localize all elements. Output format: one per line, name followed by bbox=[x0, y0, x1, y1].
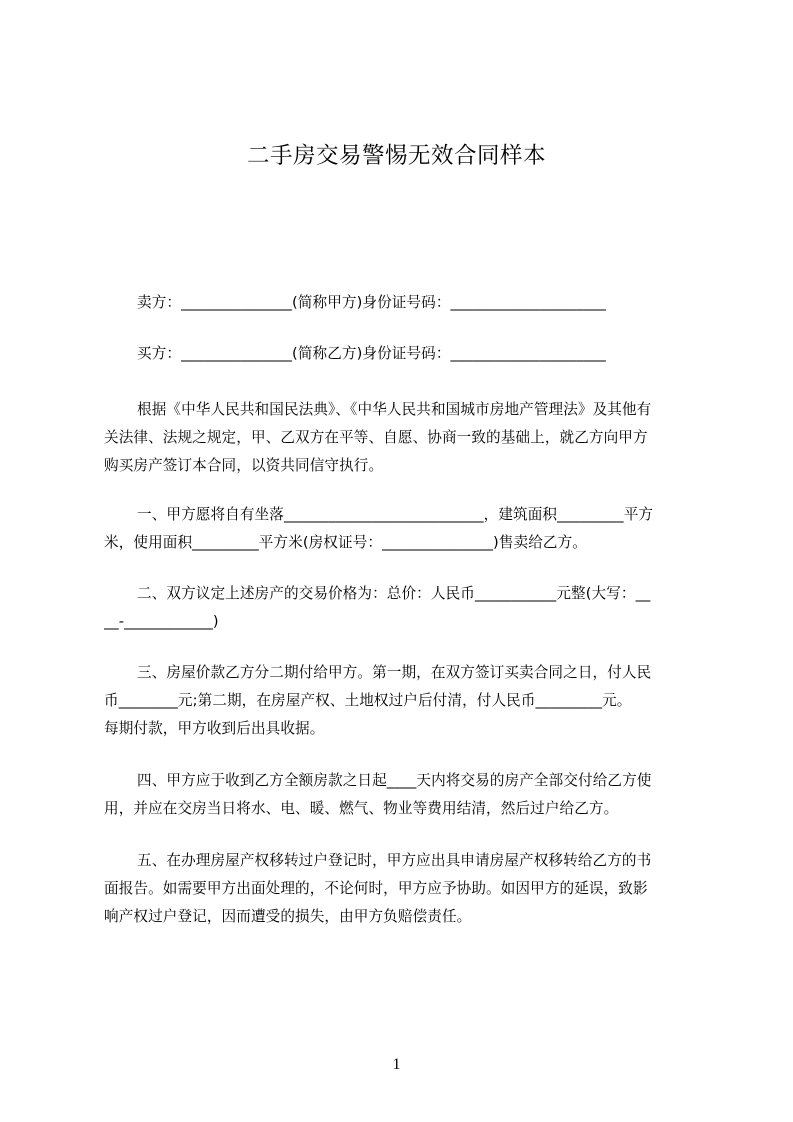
page-number: 1 bbox=[392, 1056, 401, 1073]
clause-1-paragraph: 一、甲方愿将自有坐落___________________________，建筑面积_________平方 米，使用面积_________平方米(房权证号：_______________)售卖给乙方。 bbox=[104, 506, 654, 551]
document-title: 二手房交易警惕无效合同样本 bbox=[246, 143, 546, 169]
seller-line: 卖方：_______________(简称甲方)身份证号码：_____________________ bbox=[137, 294, 606, 311]
clause-3-paragraph: 三、房屋价款乙方分二期付给甲方。第一期，在双方签订买卖合同之日，付人民 币________元;第二期，在房屋产权、土地权过户后付清，付人民币_________元。 每期付款，甲方收到后出具收据。 bbox=[104, 664, 652, 737]
clause-4-paragraph: 四、甲方应于收到乙方全额房款之日起____天内将交易的房产全部交付给乙方使 用，并应在交房当日将水、电、暖、燃气、物业等费用结清，然后过户给乙方。 bbox=[104, 772, 652, 817]
preamble-paragraph: 根据《中华人民共和国民法典》、《中华人民共和国城市房地产管理法》及其他有 关法律、法规之规定，甲、乙双方在平等、自愿、协商一致的基础上，就乙方向甲方 购买房产签订本合同，以资共同信守执行。 bbox=[104, 401, 652, 474]
clause-5-paragraph: 五、在办理房屋产权移转过户登记时，甲方应出具申请房屋产权移转给乙方的书 面报告。如需要甲方出面处理的，不论何时，甲方应予协助。如因甲方的延误，致影 响产权过户登记，因而遭受的损失，由甲方负赔偿责任。 bbox=[104, 852, 652, 925]
buyer-line: 买方：_______________(简称乙方)身份证号码：_____________________ bbox=[137, 345, 606, 362]
clause-2-paragraph: 二、双方议定上述房产的交易价格为：总价：人民币___________元整(大写：__ __-____________) bbox=[104, 585, 651, 630]
